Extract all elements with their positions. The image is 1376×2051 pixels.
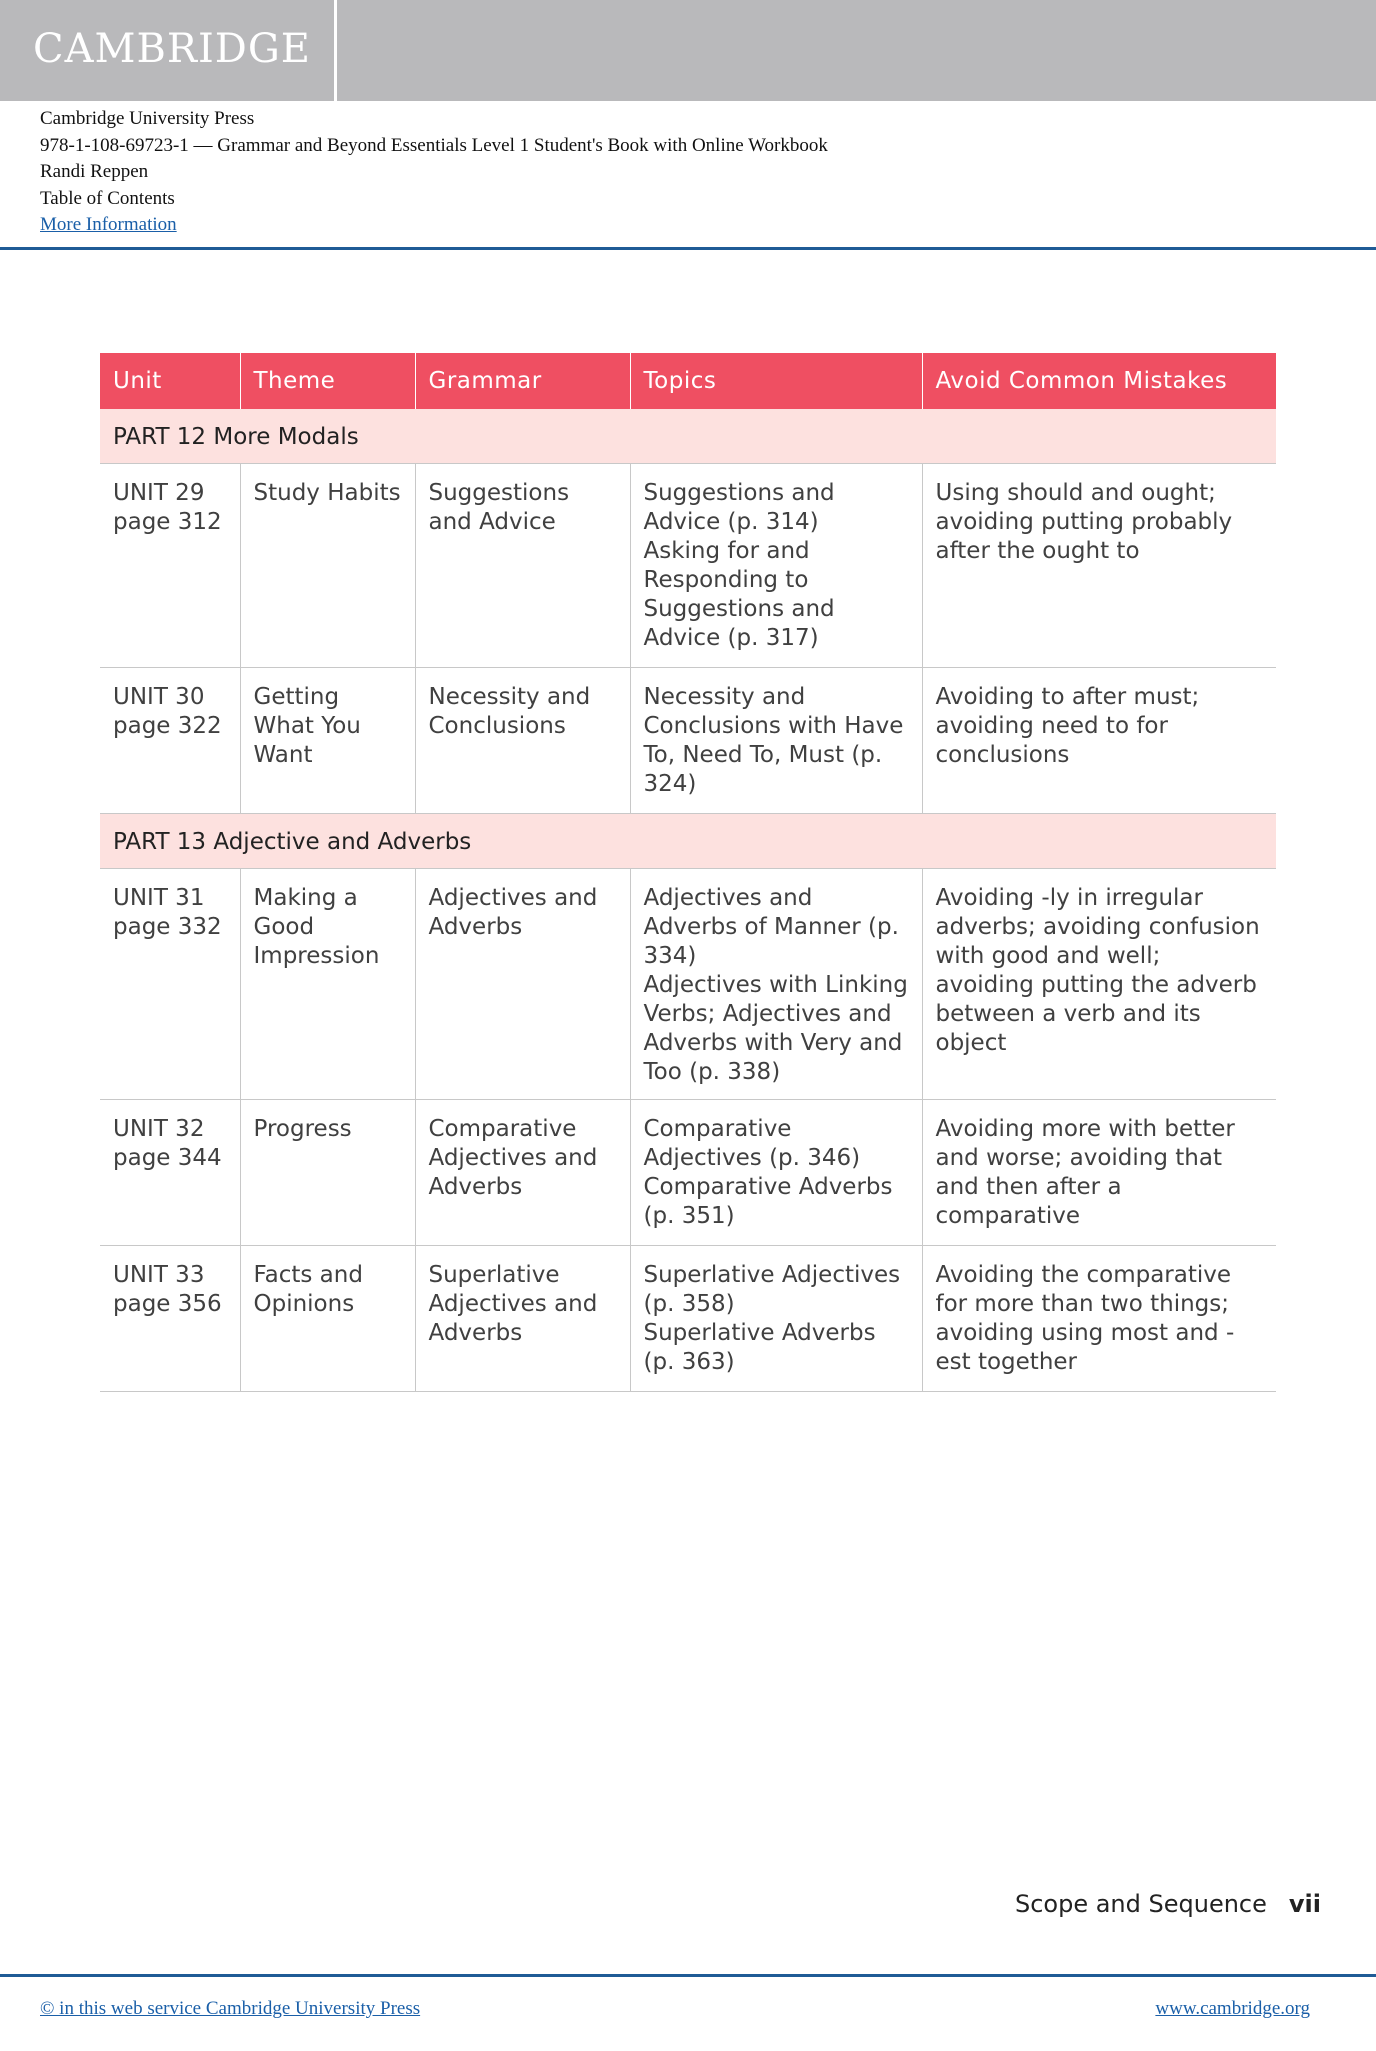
unit-number: UNIT 31 — [113, 885, 205, 911]
scope-sequence-table — [100, 353, 1276, 1392]
author: Randi Reppen — [40, 161, 149, 182]
part-row — [100, 409, 1276, 464]
column-header-topics: Topics — [630, 353, 922, 409]
logo-box — [0, 0, 337, 101]
theme-cell: Getting What You Want — [240, 668, 415, 814]
table-header-row — [100, 353, 1276, 409]
topic-item: Suggestions and Advice (p. 314) — [643, 480, 835, 535]
column-header-grammar: Grammar — [415, 353, 630, 409]
document-metadata — [40, 106, 828, 239]
part-row — [100, 814, 1276, 869]
table-row — [100, 464, 1276, 668]
unit-cell — [100, 668, 240, 814]
topics-cell — [630, 668, 922, 814]
unit-page: page 332 — [113, 914, 222, 940]
publisher: Cambridge University Press — [40, 108, 255, 129]
topics-cell — [630, 869, 922, 1100]
part-title: PART 12 More Modals — [100, 409, 1276, 464]
theme-cell: Making a Good Impression — [240, 869, 415, 1100]
column-header-theme: Theme — [240, 353, 415, 409]
grammar-cell: Suggestions and Advice — [415, 464, 630, 668]
column-header-avoid-mistakes: Avoid Common Mistakes — [922, 353, 1276, 409]
top-divider — [0, 247, 1376, 250]
unit-page: page 322 — [113, 713, 222, 739]
part-title: PART 13 Adjective and Adverbs — [100, 814, 1276, 869]
grammar-cell: Necessity and Conclusions — [415, 668, 630, 814]
topic-item: Adjectives and Adverbs of Manner (p. 334) — [643, 885, 899, 969]
mistakes-cell: Avoiding to after must; avoiding need to for conclusions — [922, 668, 1276, 814]
mistakes-cell: Avoiding -ly in irregular adverbs; avoiding confusion with good and well; avoiding putting the adverb between a verb and its object — [922, 869, 1276, 1100]
topic-item: Asking for and Responding to Suggestions and Advice (p. 317) — [643, 538, 835, 651]
unit-cell — [100, 1246, 240, 1392]
table-row — [100, 869, 1276, 1100]
theme-cell: Progress — [240, 1100, 415, 1246]
unit-number: UNIT 29 — [113, 480, 205, 506]
topics-cell — [630, 1100, 922, 1246]
grammar-cell: Superlative Adjectives and Adverbs — [415, 1246, 630, 1392]
unit-number: UNIT 32 — [113, 1116, 205, 1142]
unit-page: page 344 — [113, 1145, 222, 1171]
more-information-link[interactable]: More Information — [40, 214, 177, 235]
topics-cell — [630, 1246, 922, 1392]
cambridge-logo: CAMBRIDGE — [33, 26, 311, 72]
unit-cell — [100, 869, 240, 1100]
isbn-title: 978-1-108-69723-1 — Grammar and Beyond Essentials Level 1 Student's Book with Online Workbook — [40, 134, 828, 156]
bottom-divider — [0, 1974, 1376, 1977]
table-row — [100, 668, 1276, 814]
mistakes-cell: Avoiding the comparative for more than two things; avoiding using most and -est together — [922, 1246, 1276, 1392]
mistakes-cell: Using should and ought; avoiding putting probably after the ought to — [922, 464, 1276, 668]
unit-page: page 312 — [113, 509, 222, 535]
top-banner — [0, 0, 1376, 101]
topic-item: Adjectives with Linking Verbs; Adjectives and Adverbs with Very and Too (p. 338) — [643, 972, 908, 1085]
copyright-link[interactable]: © in this web service Cambridge University Press — [40, 1998, 421, 2019]
website-link[interactable]: www.cambridge.org — [1155, 1998, 1310, 2019]
footer-section-title: Scope and Sequence — [1014, 1890, 1267, 1918]
column-header-unit: Unit — [100, 353, 240, 409]
grammar-cell: Comparative Adjectives and Adverbs — [415, 1100, 630, 1246]
topic-item: Necessity and Conclusions with Have To, Need To, Must (p. 324) — [643, 684, 904, 797]
table-row — [100, 1246, 1276, 1392]
unit-cell — [100, 464, 240, 668]
topics-cell — [630, 464, 922, 668]
page-number: vii — [1288, 1890, 1321, 1918]
unit-number: UNIT 33 — [113, 1262, 205, 1288]
unit-cell — [100, 1100, 240, 1246]
topic-item: Superlative Adverbs (p. 363) — [643, 1320, 876, 1375]
unit-page: page 356 — [113, 1291, 222, 1317]
footer-section — [1015, 1890, 1321, 1918]
topic-item: Comparative Adjectives (p. 346) — [643, 1116, 861, 1171]
mistakes-cell: Avoiding more with better and worse; avoiding that and then after a comparative — [922, 1100, 1276, 1246]
section-label: Table of Contents — [40, 187, 175, 209]
unit-number: UNIT 30 — [113, 684, 205, 710]
theme-cell: Study Habits — [240, 464, 415, 668]
topic-item: Superlative Adjectives (p. 358) — [643, 1262, 901, 1317]
topic-item: Comparative Adverbs (p. 351) — [643, 1174, 893, 1229]
table-row — [100, 1100, 1276, 1246]
theme-cell: Facts and Opinions — [240, 1246, 415, 1392]
grammar-cell: Adjectives and Adverbs — [415, 869, 630, 1100]
